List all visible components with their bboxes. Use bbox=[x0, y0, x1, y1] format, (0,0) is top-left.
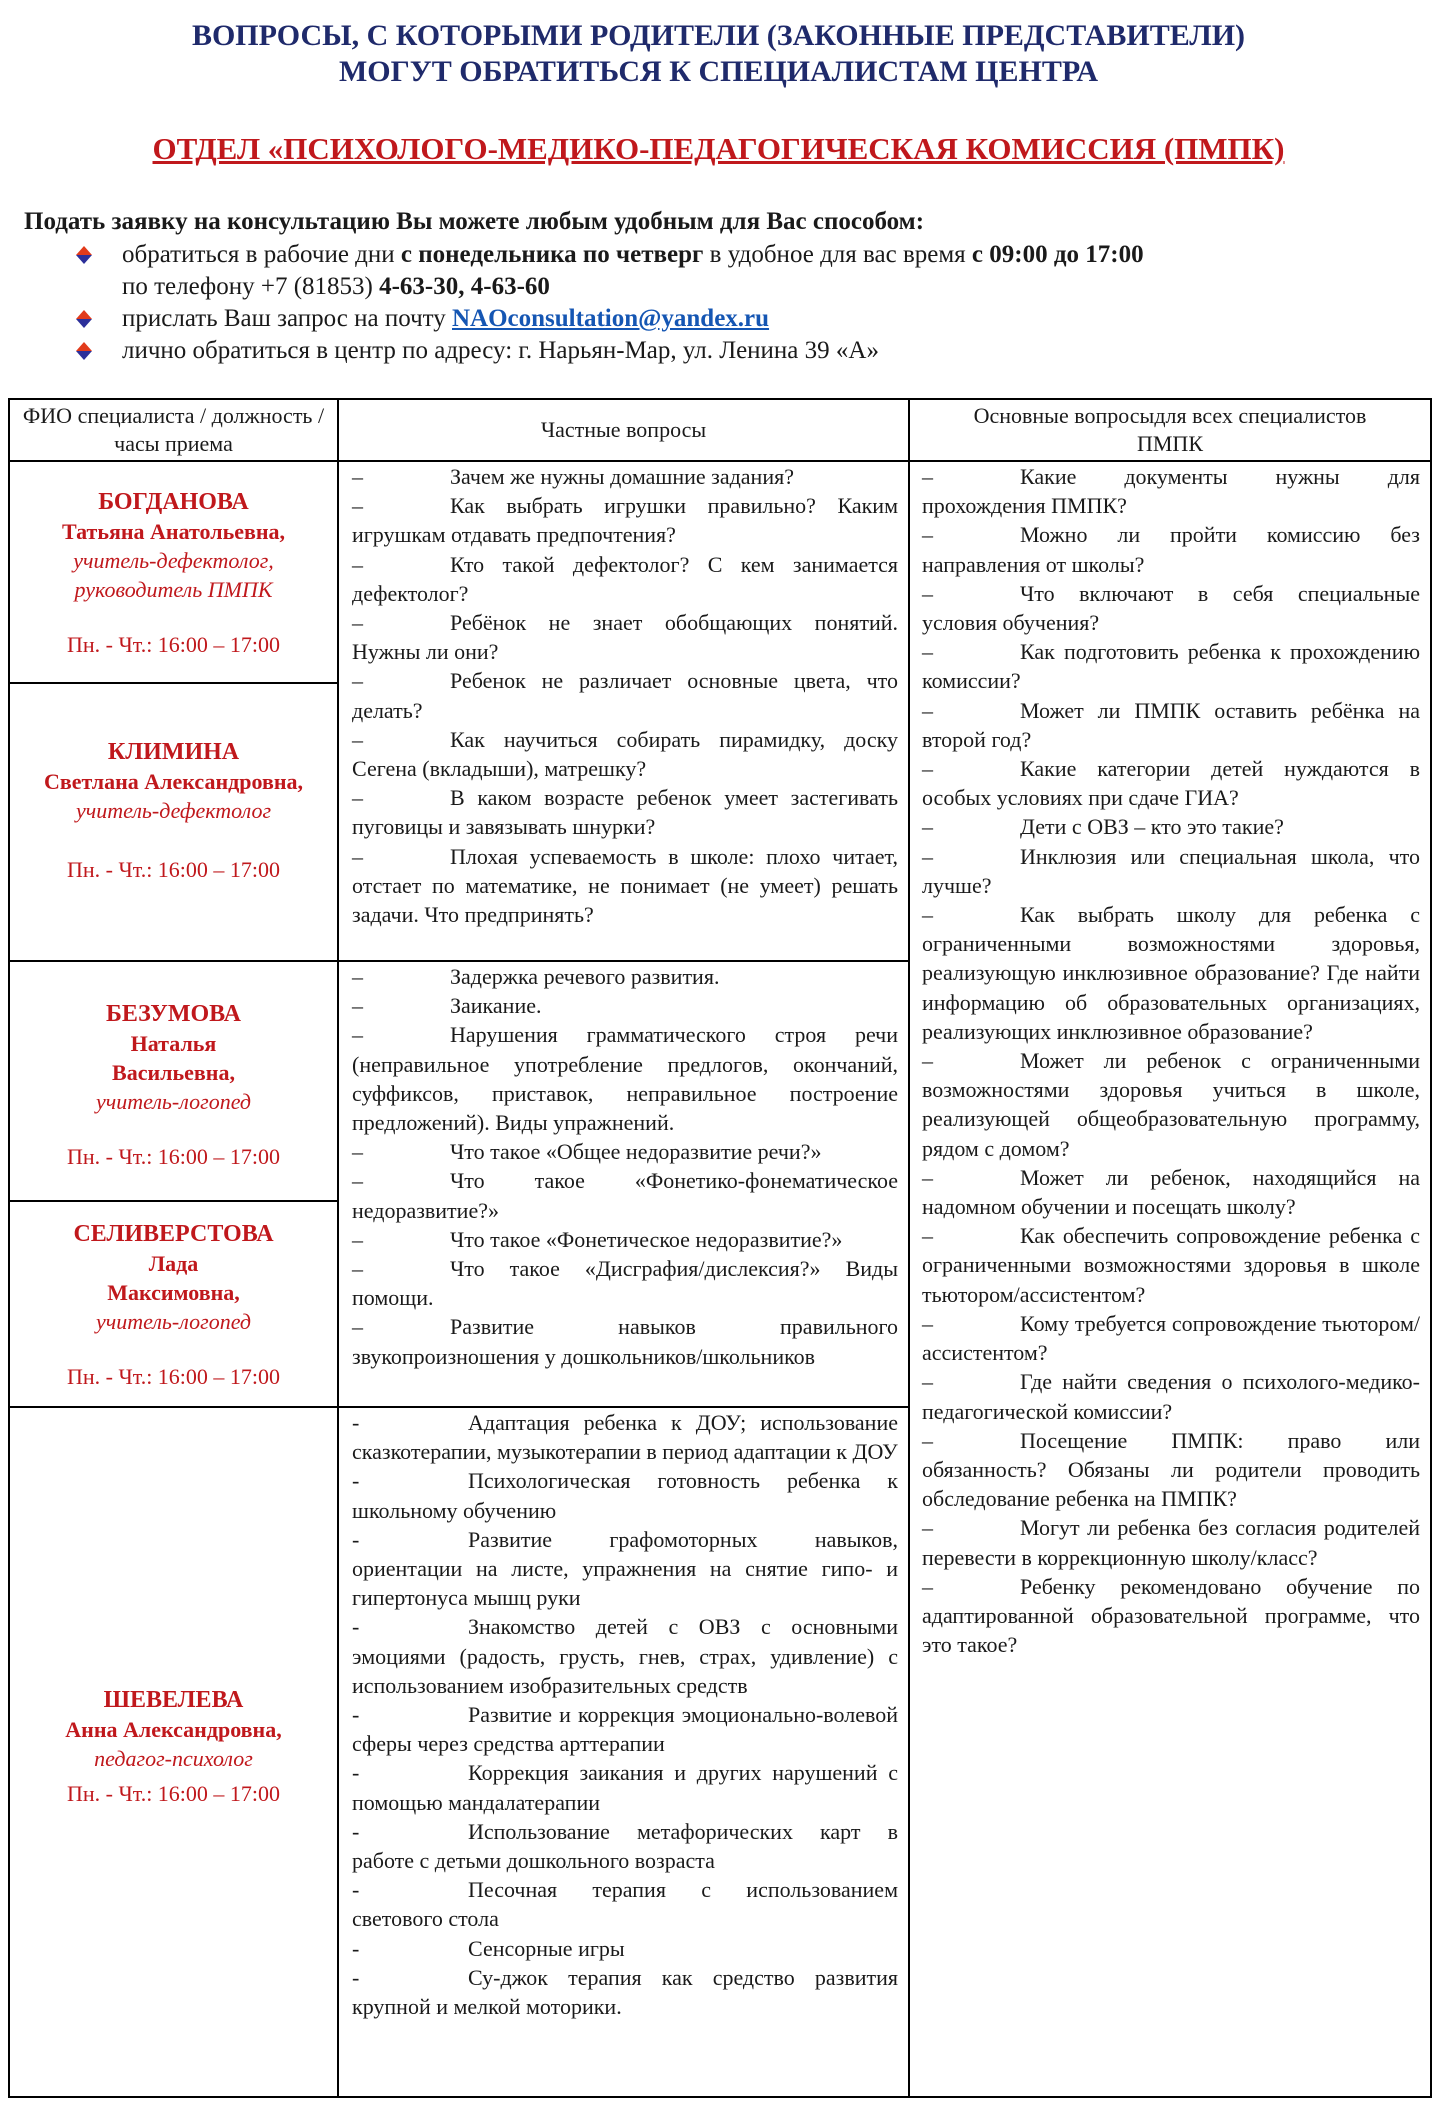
contact-way-phone bbox=[72, 239, 1412, 303]
question-text: Знакомство детей с ОВЗ с основными эмоциями (радость, грусть, гнев, страх, удивление) с использованием изобразительных средств bbox=[352, 1614, 898, 1698]
list-item bbox=[352, 991, 898, 1020]
way-text: в удобное для вас время bbox=[703, 241, 972, 268]
question-text: Посещение ПМПК: право или обязанность? Обязаны ли родители проводить обследование ребенка на ПМПК? bbox=[922, 1427, 1420, 1512]
question-text: Какие документы нужны для прохождения ПМПК? bbox=[922, 464, 1420, 519]
question-text: Использование метафорических карт в работе с детьми дошкольного возраста bbox=[352, 1818, 898, 1874]
list-item bbox=[352, 608, 898, 666]
list-marker: – bbox=[352, 551, 363, 577]
list-item bbox=[352, 1934, 898, 1963]
address-text: лично обратиться в центр по адресу: г. Нарьян-Мар, ул. Ленина 39 «А» bbox=[122, 337, 879, 364]
work-hours: с 09:00 до 17:00 bbox=[971, 241, 1144, 268]
list-item bbox=[352, 1875, 898, 1933]
list-marker: - bbox=[352, 1760, 360, 1786]
list-item bbox=[922, 754, 1420, 812]
specialist-name: Татьяна Анатольевна, bbox=[61, 519, 286, 544]
list-marker: – bbox=[922, 1515, 933, 1541]
question-text: Что такое «Дисграфия/дислексия?» Виды помощи. bbox=[352, 1256, 898, 1311]
list-item bbox=[922, 520, 1420, 578]
list-marker: – bbox=[922, 580, 933, 606]
column-divider bbox=[908, 400, 910, 2096]
specialist-card bbox=[10, 488, 337, 659]
list-marker: – bbox=[922, 1048, 933, 1074]
arrow-bullet-icon bbox=[72, 244, 94, 266]
row-divider bbox=[10, 682, 337, 684]
list-item bbox=[922, 1163, 1420, 1221]
list-marker: – bbox=[352, 726, 363, 752]
list-marker: - bbox=[352, 1410, 360, 1435]
question-text: Что такое «Фонетико-фонематическое недоразвитие?» bbox=[352, 1168, 898, 1223]
question-text: Коррекция заикания и других нарушений с помощью мандалатерапии bbox=[352, 1760, 898, 1815]
contact-way-email bbox=[72, 303, 1412, 335]
question-text: Что такое «Общее недоразвитие речи?» bbox=[450, 1139, 822, 1165]
list-marker: - bbox=[352, 1935, 360, 1961]
list-marker: – bbox=[352, 1139, 363, 1165]
question-text: Какие категории детей нуждаются в особых условиях при сдаче ГИА? bbox=[922, 756, 1420, 811]
question-text: Адаптация ребенка к ДОУ; использование сказкотерапии, музыкотерапии в период адаптации к ДОУ bbox=[352, 1410, 898, 1465]
list-item bbox=[352, 1466, 898, 1524]
list-marker: – bbox=[352, 964, 363, 989]
header-private-questions: Частные вопросы bbox=[540, 417, 707, 442]
list-marker: - bbox=[352, 1818, 360, 1844]
list-item bbox=[922, 1367, 1420, 1425]
question-text: Что такое «Фонетическое недоразвитие?» bbox=[450, 1226, 843, 1252]
specialist-name: Наталья Васильевна, bbox=[112, 1031, 235, 1085]
specialist-card bbox=[10, 1000, 337, 1171]
phone-numbers: 4-63-30, 4-63-60 bbox=[379, 273, 550, 300]
list-marker: – bbox=[922, 1223, 933, 1249]
question-text: Ребенку рекомендовано обучение по адаптированной образовательной программе, что это такое? bbox=[922, 1573, 1420, 1658]
question-text: Зачем же нужны домашние задания? bbox=[450, 464, 794, 489]
specialist-card bbox=[10, 738, 337, 884]
question-text: Заикание. bbox=[450, 993, 542, 1019]
specialist-role: учитель-дефектолог, руководитель ПМПК bbox=[73, 548, 274, 602]
general-questions-list bbox=[922, 462, 1420, 1659]
specialist-name: Лада Максимовна, bbox=[107, 1251, 240, 1305]
list-item bbox=[352, 1758, 898, 1816]
question-text: Как обеспечить сопровождение ребенка с ограниченными возможностями здоровья в школе тьютором/ассистентом? bbox=[922, 1223, 1420, 1307]
private-questions-list bbox=[352, 462, 898, 929]
list-marker: – bbox=[352, 843, 363, 869]
specialist-hours: Пн. - Чт.: 16:00 – 17:00 bbox=[66, 1144, 281, 1169]
list-marker: – bbox=[922, 843, 933, 869]
list-item bbox=[922, 696, 1420, 754]
list-marker: – bbox=[352, 1022, 363, 1048]
question-text: Кому требуется сопровождение тьютором/ассистентом? bbox=[922, 1310, 1420, 1366]
list-item bbox=[922, 637, 1420, 695]
question-text: Как научиться собирать пирамидку, доску Сегена (вкладыши), матрешку? bbox=[352, 726, 898, 782]
specialists-table bbox=[8, 398, 1432, 2098]
question-text: Как выбрать школу для ребенка с ограниченными возможностями здоровья, реализующую инклюзивное образование? Где найти информацию об образовательных организациях, реализующих инклюзивное образование? bbox=[922, 902, 1420, 1044]
email-link[interactable]: NAOconsultation@yandex.ru bbox=[452, 305, 770, 332]
specialist-role: учитель-дефектолог bbox=[75, 798, 272, 823]
list-marker: – bbox=[352, 493, 363, 519]
question-text: Задержка речевого развития. bbox=[450, 964, 720, 989]
list-marker: – bbox=[352, 1314, 363, 1340]
question-text: Может ли ребенок, находящийся на надомном обучении и посещать школу? bbox=[922, 1164, 1420, 1220]
way-text: прислать Ваш запрос на почту bbox=[122, 305, 452, 332]
list-marker: – bbox=[352, 1168, 363, 1194]
question-text: Психологическая готовность ребенка к школьному обучению bbox=[352, 1468, 898, 1523]
list-item bbox=[352, 1700, 898, 1758]
list-item bbox=[352, 1225, 898, 1254]
list-item bbox=[352, 550, 898, 608]
list-marker: – bbox=[352, 993, 363, 1019]
list-item bbox=[352, 1137, 898, 1166]
list-marker: – bbox=[922, 1573, 933, 1599]
list-marker: – bbox=[922, 464, 933, 489]
question-text: Су-джок терапия как средство развития крупной и мелкой моторики. bbox=[352, 1964, 898, 2020]
question-text: Ребенок не различает основные цвета, что делать? bbox=[352, 668, 898, 723]
header-general-questions: Основные вопросыдля всех специалистов ПМПК bbox=[973, 403, 1367, 456]
specialist-role: педагог-психолог bbox=[94, 1746, 253, 1771]
list-item bbox=[352, 842, 898, 930]
list-item bbox=[352, 962, 898, 991]
specialist-name: Анна Александровна, bbox=[65, 1717, 282, 1742]
list-marker: – bbox=[922, 1427, 933, 1453]
list-marker: – bbox=[922, 756, 933, 782]
list-item bbox=[352, 1612, 898, 1700]
question-text: Могут ли ребенка без согласия родителей перевести в коррекционную школу/класс? bbox=[922, 1515, 1420, 1570]
specialist-surname: БОГДАНОВА bbox=[98, 489, 249, 515]
list-marker: – bbox=[352, 464, 363, 489]
way-text: по телефону +7 (81853) bbox=[122, 273, 380, 300]
list-item bbox=[922, 1309, 1420, 1367]
list-item bbox=[922, 1221, 1420, 1309]
specialist-card bbox=[10, 1686, 337, 1808]
list-item bbox=[922, 1426, 1420, 1514]
list-marker: – bbox=[922, 697, 933, 723]
specialist-surname: КЛИМИНА bbox=[107, 739, 240, 765]
list-marker: – bbox=[352, 1226, 363, 1252]
row-divider bbox=[10, 1200, 337, 1202]
question-text: Развитие и коррекция эмоционально-волевой сферы через средства арттерапии bbox=[352, 1702, 898, 1757]
list-item bbox=[352, 1166, 898, 1224]
specialist-hours: Пн. - Чт.: 16:00 – 17:00 bbox=[66, 857, 281, 882]
list-item bbox=[352, 1020, 898, 1137]
question-text: Как подготовить ребенка к прохождению комиссии? bbox=[922, 639, 1420, 694]
specialist-name: Светлана Александровна, bbox=[43, 769, 303, 794]
specialist-role: учитель-логопед bbox=[95, 1089, 252, 1114]
contact-ways-list bbox=[72, 239, 1412, 367]
list-item bbox=[922, 1572, 1420, 1660]
list-item bbox=[352, 1963, 898, 2021]
list-item bbox=[922, 579, 1420, 637]
list-item bbox=[352, 1408, 898, 1466]
specialist-surname: СЕЛИВЕРСТОВА bbox=[73, 1221, 274, 1247]
header-specialist: ФИО специалиста / должность / часы приема bbox=[22, 403, 325, 456]
list-marker: – bbox=[352, 785, 363, 811]
specialist-hours: Пн. - Чт.: 16:00 – 17:00 bbox=[66, 1364, 281, 1389]
question-text: В каком возрасте ребенок умеет застегивать пуговицы и завязывать шнурки? bbox=[352, 785, 898, 840]
question-text: Может ли ребенок с ограниченными возможностями здоровья учиться в школе, реализующей общеобразовательную программу, рядом с домом? bbox=[922, 1048, 1420, 1161]
way-text: обратиться в рабочие дни bbox=[122, 241, 401, 268]
list-item bbox=[922, 900, 1420, 1046]
work-days: с понедельника по четверг bbox=[400, 241, 704, 268]
specialist-hours: Пн. - Чт.: 16:00 – 17:00 bbox=[66, 1781, 281, 1806]
list-marker: - bbox=[352, 1877, 360, 1903]
question-text: Сенсорные игры bbox=[468, 1935, 625, 1961]
department-title: ОТДЕЛ «ПСИХОЛОГО-МЕДИКО-ПЕДАГОГИЧЕСКАЯ КОМИССИЯ (ПМПК) bbox=[152, 131, 1285, 166]
list-marker: – bbox=[922, 639, 933, 665]
question-text: Может ли ПМПК оставить ребёнка на второй год? bbox=[922, 697, 1420, 752]
arrow-bullet-icon bbox=[72, 340, 94, 362]
question-text: Где найти сведения о психолого-медико-педагогической комиссии? bbox=[922, 1369, 1420, 1424]
question-text: Плохая успеваемость в школе: плохо читает, отстает по математике, не понимает (не умеет) решать задачи. Что предпринять? bbox=[352, 843, 898, 928]
arrow-bullet-icon bbox=[72, 308, 94, 330]
list-marker: – bbox=[922, 814, 933, 840]
list-marker: – bbox=[922, 902, 933, 928]
specialist-hours: Пн. - Чт.: 16:00 – 17:00 bbox=[66, 632, 281, 657]
question-text: Развитие графомоторных навыков, ориентации на листе, упражнения на снятие гипо- и гипертонуса мышц руки bbox=[352, 1526, 898, 1611]
question-text: Песочная терапия с использованием светового стола bbox=[352, 1877, 898, 1932]
list-item bbox=[352, 783, 898, 841]
contact-intro: Подать заявку на консультацию Вы можете любым удобным для Вас способом: bbox=[24, 208, 925, 235]
list-item bbox=[352, 491, 898, 549]
question-text: Инклюзия или специальная школа, что лучше? bbox=[922, 843, 1420, 898]
contact-way-address bbox=[72, 335, 1412, 367]
list-item bbox=[922, 842, 1420, 900]
list-marker: – bbox=[352, 1256, 363, 1282]
list-item bbox=[352, 1312, 898, 1370]
list-marker: – bbox=[352, 668, 363, 694]
list-marker: - bbox=[352, 1964, 360, 1990]
list-marker: – bbox=[922, 1164, 933, 1190]
list-marker: - bbox=[352, 1614, 360, 1640]
list-item bbox=[922, 462, 1420, 520]
question-text: Нарушения грамматического строя речи (неправильное употребление предлогов, окончаний, суффиксов, приставок, неправильное построение предложений). Виды упражнений. bbox=[352, 1022, 898, 1136]
private-questions-list bbox=[352, 1408, 898, 2021]
question-text: Как выбрать игрушки правильно? Каким игрушкам отдавать предпочтения? bbox=[352, 493, 898, 548]
list-item bbox=[352, 666, 898, 724]
list-marker: - bbox=[352, 1526, 360, 1552]
specialist-surname: БЕЗУМОВА bbox=[106, 1001, 241, 1027]
page-title-line-2: МОГУТ ОБРАТИТЬСЯ К СПЕЦИАЛИСТАМ ЦЕНТРА bbox=[338, 55, 1098, 88]
page-title-line-1: ВОПРОСЫ, С КОТОРЫМИ РОДИТЕЛИ (ЗАКОННЫЕ ПРЕДСТАВИТЕЛИ) bbox=[191, 19, 1246, 52]
list-item bbox=[922, 812, 1420, 841]
private-questions-list bbox=[352, 962, 898, 1371]
specialist-surname: ШЕВЕЛЕВА bbox=[103, 1687, 244, 1713]
list-marker: – bbox=[352, 610, 363, 636]
list-item bbox=[352, 725, 898, 783]
question-text: Можно ли пройти комиссию без направления от школы? bbox=[922, 522, 1420, 577]
list-item bbox=[352, 462, 898, 491]
question-text: Ребёнок не знает обобщающих понятий. Нужны ли они? bbox=[352, 610, 898, 665]
list-marker: - bbox=[352, 1702, 360, 1728]
question-text: Дети с ОВЗ – кто это такие? bbox=[1020, 814, 1284, 840]
specialist-card bbox=[10, 1220, 337, 1391]
question-text: Развитие навыков правильного звукопроизношения у дошкольников/школьников bbox=[352, 1314, 898, 1369]
specialist-role: учитель-логопед bbox=[95, 1309, 252, 1334]
list-marker: – bbox=[922, 522, 933, 548]
column-divider bbox=[337, 400, 339, 2096]
list-marker: – bbox=[922, 1310, 933, 1336]
list-item bbox=[352, 1817, 898, 1875]
list-item bbox=[922, 1046, 1420, 1163]
list-item bbox=[352, 1525, 898, 1613]
list-marker: - bbox=[352, 1468, 360, 1494]
list-marker: – bbox=[922, 1369, 933, 1395]
question-text: Что включают в себя специальные условия обучения? bbox=[922, 580, 1420, 636]
question-text: Кто такой дефектолог? С кем занимается дефектолог? bbox=[352, 551, 898, 606]
list-item bbox=[352, 1254, 898, 1312]
list-item bbox=[922, 1513, 1420, 1571]
